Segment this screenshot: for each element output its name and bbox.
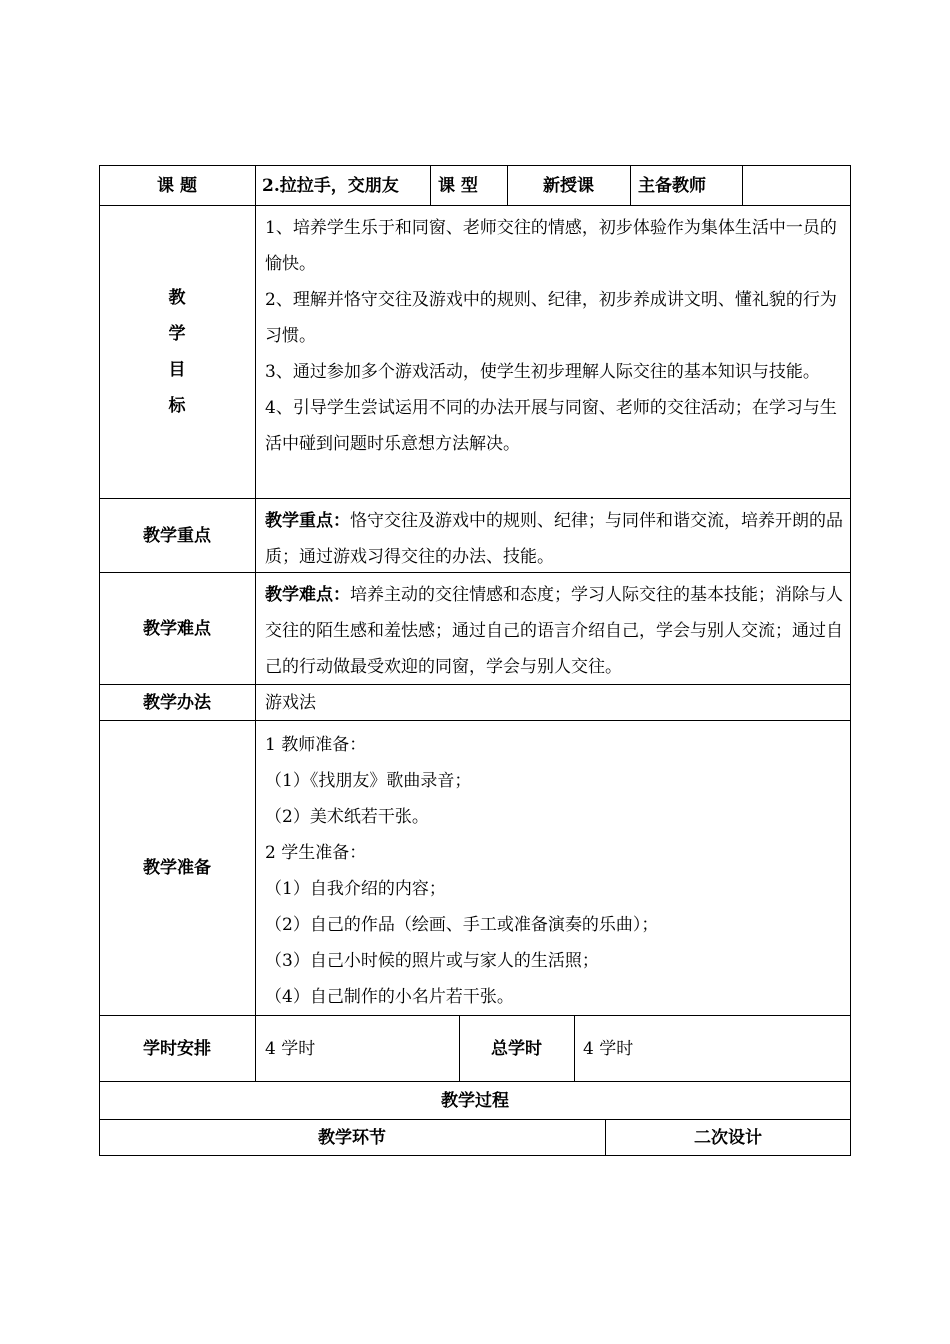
- preparation-line: （2）美术纸若干张。: [265, 807, 429, 827]
- objective-item: 2、理解并恪守交往及游戏中的规则、纪律，初步养成讲文明、懂礼貌的行为习惯。: [265, 290, 837, 346]
- preparation-line: 2 学生准备：: [265, 843, 367, 863]
- topic-label: 课 题: [157, 175, 197, 196]
- objectives-label-char: 标: [168, 396, 186, 416]
- difficulties-label: 教学难点: [143, 618, 211, 639]
- objective-item: 4、引导学生尝试运用不同的办法开展与同窗、老师的交往活动；在学习与生活中碰到问题时乐意想方法解决。: [265, 398, 837, 454]
- objectives-label-char: 学: [168, 324, 186, 344]
- column-divider: [574, 1015, 575, 1081]
- preparation-line: （4）自己制作的小名片若干张。: [265, 987, 514, 1007]
- schedule-value: 4 学时: [265, 1038, 316, 1059]
- topic-value: 2.拉拉手，交朋友: [262, 175, 399, 196]
- column-divider: [630, 165, 631, 205]
- column-divider: [742, 165, 743, 205]
- preparation-label: 教学准备: [143, 858, 211, 878]
- objectives-label: [99, 206, 255, 498]
- teacher-label: 主备教师: [638, 175, 706, 196]
- key-points-label: 教学重点: [143, 525, 211, 546]
- preparation-line: 1 教师准备：: [265, 735, 367, 755]
- objective-item: 3、通过参加多个游戏活动，使学生初步理解人际交往的基本知识与技能。: [265, 362, 820, 382]
- process-col-steps: 教学环节: [318, 1128, 386, 1148]
- column-divider: [430, 165, 431, 205]
- preparation-line: （1）《找朋友》歌曲录音；: [265, 771, 472, 791]
- preparation-line: （3）自己小时候的照片或与家人的生活照；: [265, 951, 599, 971]
- preparation-line: （2）自己的作品（绘画、手工或准备演奏的乐曲）；: [265, 915, 659, 935]
- key-points-prefix: 教学重点：: [265, 511, 350, 531]
- schedule-label: 学时安排: [143, 1038, 211, 1059]
- objectives-label-char: 教: [168, 288, 186, 308]
- type-label: 课 型: [438, 175, 478, 196]
- preparation-line: （1）自我介绍的内容；: [265, 879, 446, 899]
- method-value: 游戏法: [265, 692, 316, 713]
- difficulties-prefix: 教学难点：: [265, 585, 350, 605]
- total-hours-label: 总学时: [491, 1038, 542, 1059]
- teacher-value: [748, 166, 848, 205]
- process-col-redesign: 二次设计: [694, 1128, 762, 1148]
- preparation-content: [255, 723, 851, 1015]
- objectives-label-char: 目: [168, 360, 186, 380]
- key-points-text: 恪守交往及游戏中的规则、纪律；与同伴和谐交流，培养开朗的品质；通过游戏习得交往的办法、技能。: [265, 511, 843, 567]
- process-title: 教学过程: [441, 1090, 509, 1111]
- key-points-content: [255, 501, 851, 572]
- type-value: 新授课: [543, 175, 594, 196]
- difficulties-text: 培养主动的交往情感和态度；学习人际交往的基本技能；消除与人交往的陌生感和羞怯感；通过自己的语言介绍自己，学会与别人交流；通过自己的行动做最受欢迎的同窗，学会与别人交往。: [265, 585, 843, 677]
- objectives-content: [255, 204, 851, 498]
- difficulties-content: [255, 575, 851, 684]
- method-label: 教学办法: [143, 692, 211, 713]
- objective-item: 1、培养学生乐于和同窗、老师交往的情感，初步体验作为集体生活中一员的愉快。: [265, 218, 837, 274]
- total-hours-value: 4 学时: [583, 1038, 634, 1059]
